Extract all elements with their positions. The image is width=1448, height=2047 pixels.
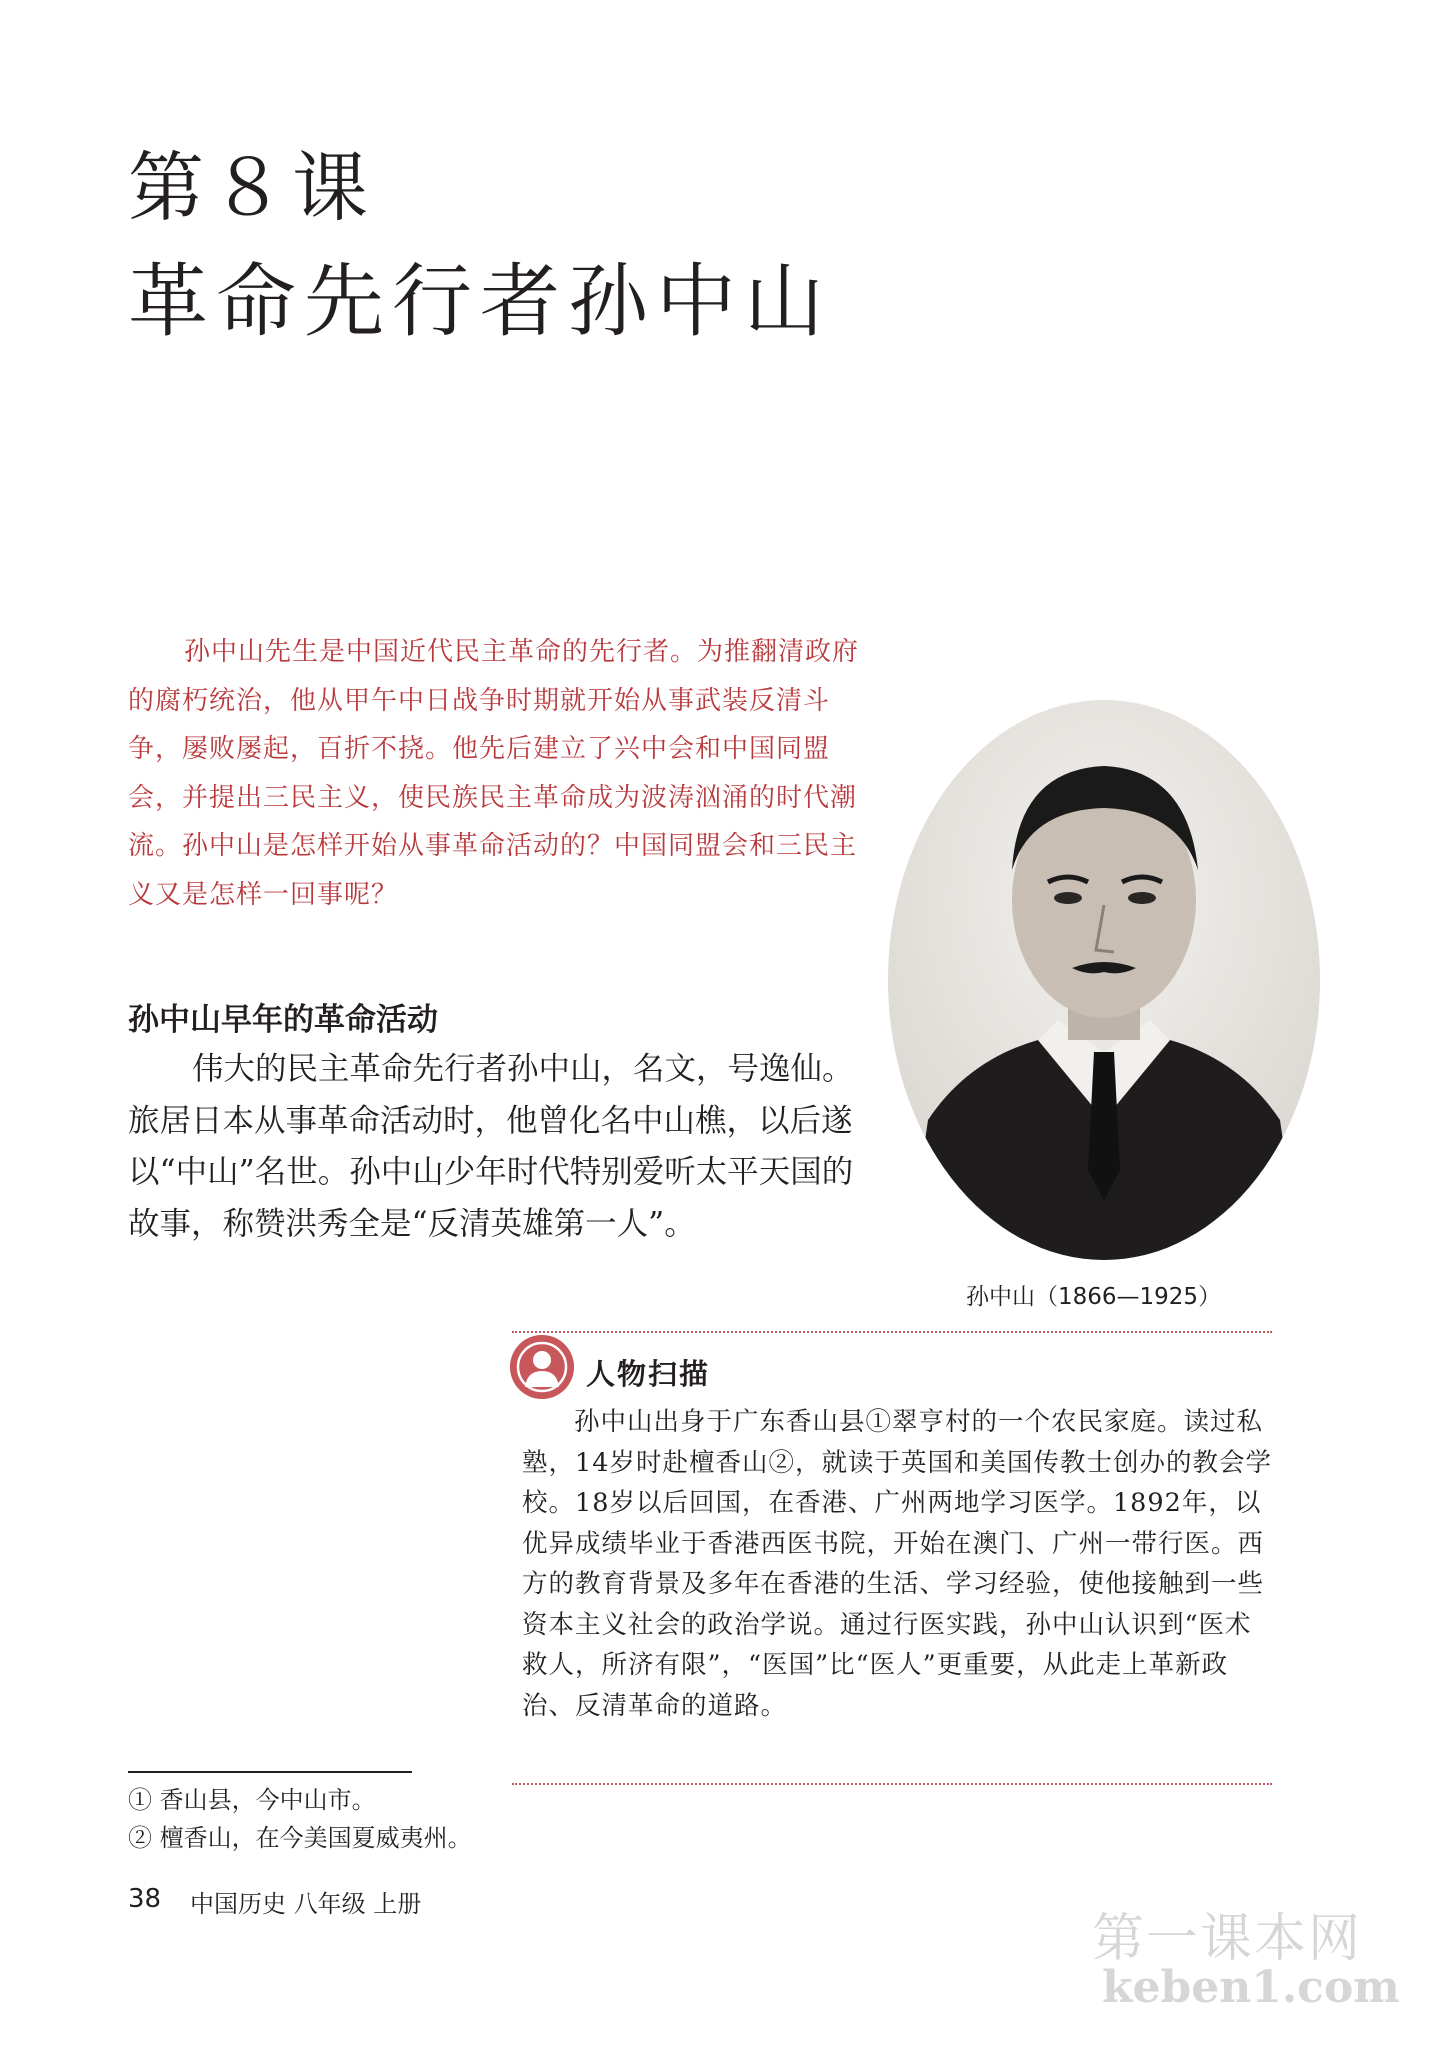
section-text: 伟大的民主革命先行者孙中山，名文，号逸仙。旅居日本从事革命活动时，他曾化名中山樵，以后遂以“中山”名世。孙中山少年时代特别爱听太平天国的故事，称赞洪秀全是“反清英雄第一人”。	[128, 1051, 854, 1242]
profile-box-body: 孙中山出身于广东香山县①翠亨村的一个农民家庭。读过私塾，14岁时赴檀香山②，就读于英国和美国传教士创办的教会学校。18岁以后回国，在香港、广州两地学习医学。1892年，以优异成绩毕业于香港西医书院，开始在澳门、广州一带行医。西方的教育背景及多年在香港的生活、学习经验，使他接触到一些资本主义社会的政治学说。通过行医实践，孙中山认识到“医术救人，所济有限”，“医国”比“医人”更重要，从此走上革新政治、反清革命的道路。	[522, 1407, 1272, 1721]
footnote-rule	[128, 1771, 412, 1773]
person-icon-graphic	[510, 1335, 574, 1399]
profile-box-top-rule	[512, 1331, 1272, 1333]
footnote-2: ② 檀香山，在今美国夏威夷州。	[128, 1824, 472, 1852]
profile-box-title: 人物扫描	[586, 1357, 711, 1391]
footnote-1: ① 香山县，今中山市。	[128, 1786, 376, 1814]
portrait-image	[888, 700, 1320, 1260]
person-icon	[510, 1335, 574, 1399]
section-paragraph	[128, 1044, 880, 1250]
intro-paragraph	[128, 628, 868, 919]
section-heading: 孙中山早年的革命活动	[128, 1002, 438, 1038]
intro-text: 孙中山先生是中国近代民主革命的先行者。为推翻清政府的腐朽统治，他从甲午中日战争时期就开始从事武装反清斗争，屡败屡起，百折不挠。他先后建立了兴中会和中国同盟会，并提出三民主义，使民族民主革命成为波涛汹涌的时代潮流。孙中山是怎样开始从事革命活动的？中国同盟会和三民主义又是怎样一回事呢？	[128, 637, 860, 910]
lesson-title: 革命先行者孙中山	[128, 255, 832, 348]
watermark-name: 第一课本网	[1092, 1909, 1363, 1969]
profile-box-bottom-rule	[512, 1783, 1272, 1785]
portrait-photo	[888, 700, 1320, 1260]
book-title: 中国历史 八年级 上册	[190, 1890, 422, 1918]
page-number: 38	[128, 1884, 162, 1914]
lesson-number: 第８课	[128, 143, 374, 232]
profile-box-text	[522, 1402, 1274, 1726]
watermark-url: keben1.com	[1102, 1962, 1400, 2013]
portrait-caption: 孙中山（1866—1925）	[966, 1284, 1222, 1310]
